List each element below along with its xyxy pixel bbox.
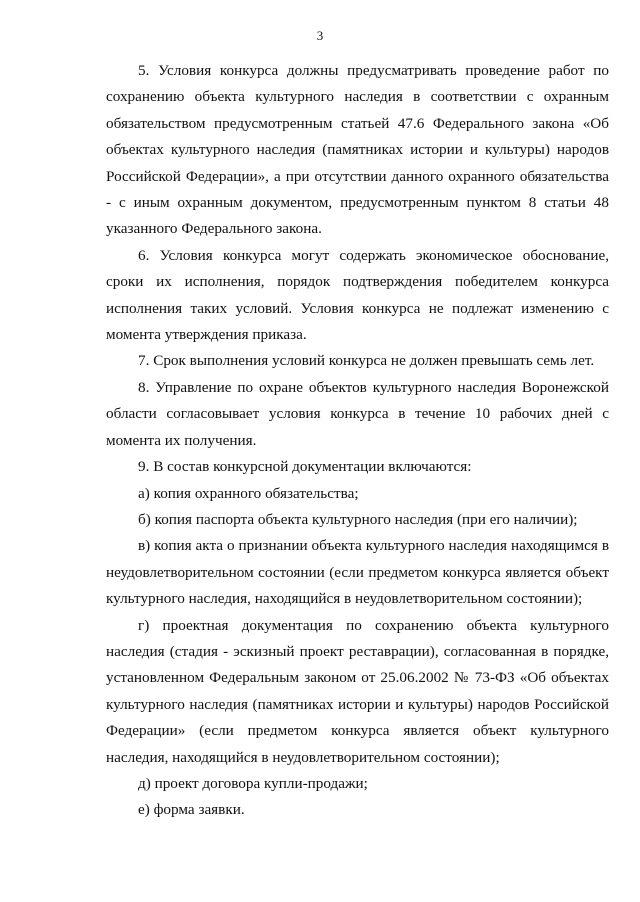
page-number: 3 [316,28,324,43]
paragraph-6-economic-justification: 6. Условия конкурса могут содержать экономическое обоснование, сроки их исполнения, порядок подтверждения победителем конкурса исполнения таких условий. Условия конкурса не подлежат изменению с момента утверждения приказа. [106,246,609,344]
list-item-e: е) форма заявки. [138,801,245,819]
paragraph-7-deadline: 7. Срок выполнения условий конкурса не должен превышать семь лет. [138,352,595,370]
paragraph-5-competition-conditions: 5. Условия конкурса должны предусматривать проведение работ по сохранению объекта культурного наследия в соответствии с охранным обязательством предусмотренным статьей 47.6 Федерального закона «Об объектах культурного наследия (памятниках истории и культуры) народов Российской Федерации», а при отсутствии данного охранного обязательства - с иным охранным документом, предусмотренным пунктом 8 статьи 48 указанного Федерального закона. [106,62,609,238]
list-item-d: д) проект договора купли-продажи; [138,774,368,792]
list-item-v: в) копия акта о признании объекта культурного наследия находящимся в неудовлетворительном состоянии (если предметом конкурса является объект культурного наследия, находящийся в неудовлетворительном состоянии); [106,537,609,608]
list-item-b: б) копия паспорта объекта культурного наследия (при его наличии); [138,510,578,528]
document-body [106,58,609,824]
paragraph-8-approval: 8. Управление по охране объектов культурного наследия Воронежской области согласовывает условия конкурса в течение 10 рабочих дней с момента их получения. [106,378,609,449]
list-item-a: а) копия охранного обязательства; [138,484,359,502]
paragraph-9-documentation-list: 9. В состав конкурсной документации включаются: [138,458,472,476]
list-item-g: г) проектная документация по сохранению объекта культурного наследия (стадия - эскизный проект реставрации), согласованная в порядке, установленном Федеральным законом от 25.06.2002 № 73-ФЗ «Об объектах культурного наследия (памятниках истории и культуры) народов Российской Федерации» (если предметом конкурса является объект культурного наследия, находящийся в неудовлетворительном состоянии); [106,616,609,766]
